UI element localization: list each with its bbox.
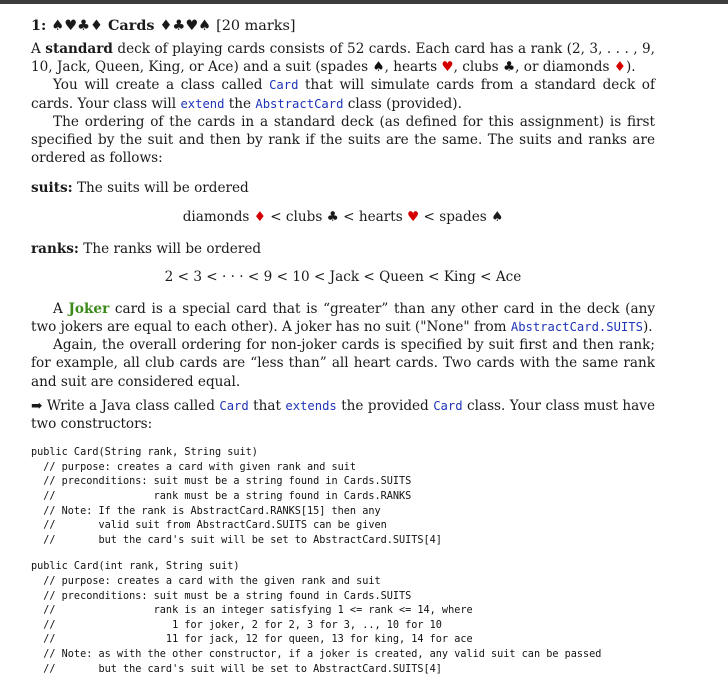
constructor-string-code: public Card(String rank, String suit) // purpose: creates a card with given rank and suit // preconditions: suit must be a string found in Cards.SUITS // rank must be a string found in Cards.RANKS // Note: If the rank is AbstractCard.RANKS[15] then any // valid suit from AbstractCard.SUITS can be given // but the card's suit will be set to AbstractCard.SUITS[4]	[31, 447, 442, 546]
club-icon: ♣	[502, 59, 516, 76]
suit-order: diamonds ♦ < clubs ♣ < hearts ♥ < spades ♠	[182, 208, 504, 225]
ordering-again-paragraph: Again, the overall ordering for non-joker cards is specified by suit first and then rank; for example, all club cards are “less than” all heart cards. Two cards with the same rank and suit are considered equal.	[31, 337, 655, 390]
marks-label: [20 marks]	[216, 18, 296, 34]
club-icon: ♣	[326, 208, 339, 225]
spade-icon: ♠	[491, 208, 504, 225]
suits-icon: ♦♣♥♠	[159, 18, 212, 34]
document-page	[31, 16, 655, 677]
diamond-icon: ♦	[613, 59, 626, 76]
rank-order: 2 < 3 < · · · < 9 < 10 < Jack < Queen < King < Ace	[164, 268, 522, 285]
arrow-icon: ➡	[31, 397, 43, 414]
top-border	[0, 0, 728, 4]
task-paragraph: ➡ Write a Java class called Card that extends the provided Card class. Your class must have two constructors:	[31, 397, 656, 433]
ordering-paragraph: The ordering of the cards in a standard deck (as defined for this assignment) is first specified by the suit and then by rank if the suits are the same. The suits and ranks are ordered as follows:	[31, 113, 655, 167]
question-number: 1:	[31, 17, 47, 34]
intro-paragraph: A standard deck of playing cards consists of 52 cards. Each card has a rank (2, 3, . . . , 9, 10, Jack, Queen, King, or Ace) and a suit (spades ♠, hearts ♥, clubs ♣, or diamonds ♦).	[31, 41, 655, 76]
heart-icon: ♥	[407, 208, 420, 225]
suits-icon: ♠♥♣♦	[51, 18, 103, 34]
constructor-int-code: public Card(int rank, String suit) // purpose: creates a card with the given rank and suit // preconditions: suit must be a string found in Cards.SUITS // rank is an integer satisfying 1 <= rank <= 14, where // 1 for joker, 2 for 2, 3 for 3, .., 10 for 10 // 11 for jack, 12 for queen, 13 for king, 14 for ace // Note: as with the other constructor, if a joker is created, any valid suit can be passed // but the card's suit will be set to AbstractCard.SUITS[4]	[31, 561, 602, 675]
joker-paragraph: A Joker card is a special card that is “greater” than any other card in the deck (any two jokers are equal to each other). A joker has no suit ("None" from AbstractCard.SUITS).	[31, 300, 656, 336]
question-heading	[31, 16, 655, 36]
suits-line: suits: The suits will be ordered	[31, 180, 249, 197]
spade-icon: ♠	[372, 59, 385, 76]
heart-icon: ♥	[441, 59, 454, 76]
diamond-icon: ♦	[253, 208, 266, 225]
class-paragraph: You will create a class called Card that will simulate cards from a standard deck of cards. Your class will extend the AbstractCard class (provided).	[31, 77, 655, 112]
question-title: Cards	[107, 17, 155, 34]
ranks-line: ranks: The ranks will be ordered	[31, 240, 262, 257]
